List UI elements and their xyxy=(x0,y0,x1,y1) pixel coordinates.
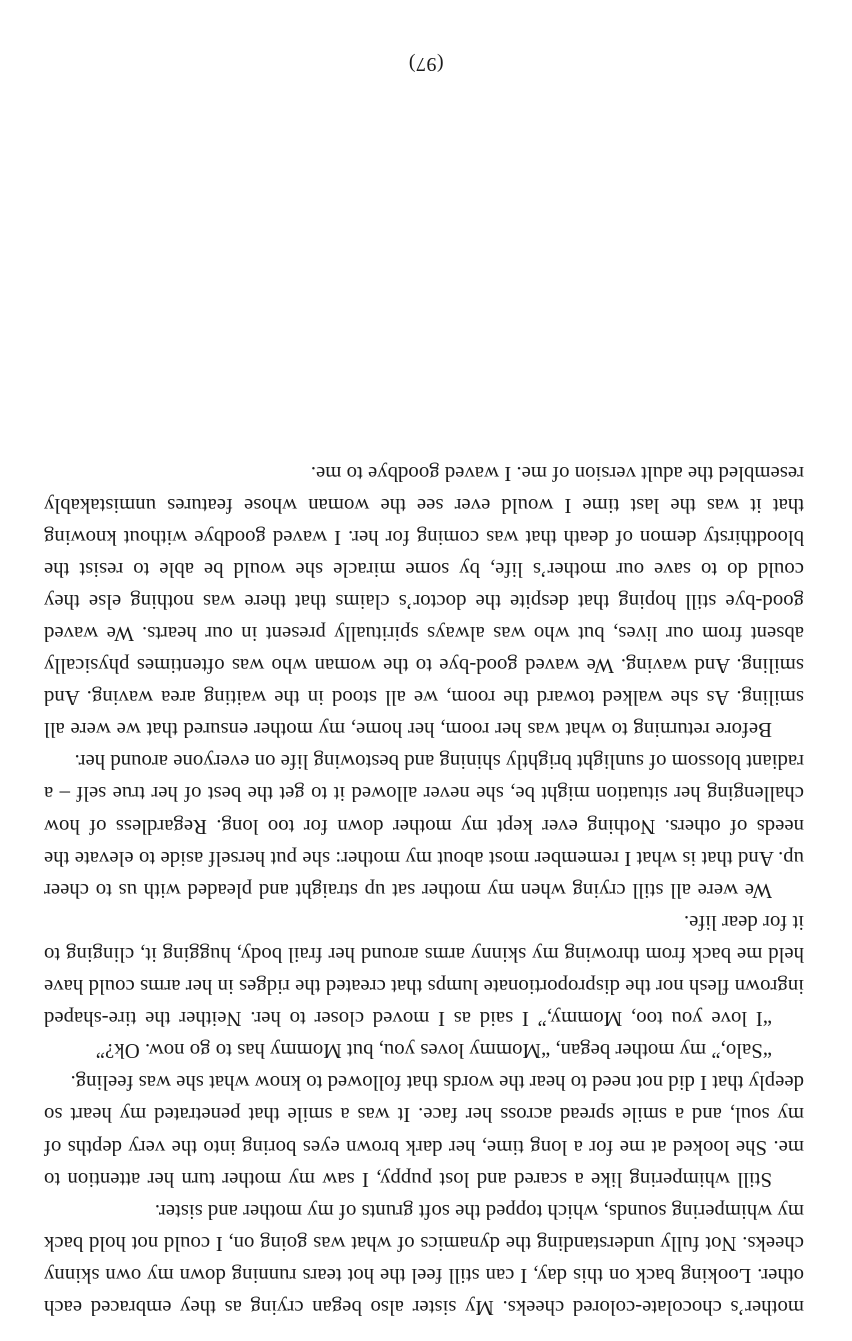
paragraph: Still whimpering like a scared and lost puppy, I saw my mother turn her attention to me. She looked at me for a long time, her dark brown eyes boring into the very depths of my soul, and a smile spread across her face. It was a smile that penetrated my heart so deeply that I did not need to hear the words that followed to know what she was feeling. xyxy=(44,1071,804,1191)
paragraph: We were all still crying when my mother sat up straight and pleaded with us to cheer up. And that is what I remember most about my mother: she put herself aside to elevate the needs of others. Nothing ever kept my mother down for too long. Regardless of how challenging her situation might be, she never allowed it to get the best of her true self – a radiant blossom of sunlight brightly shining and bestowing life on everyone around her. xyxy=(44,750,804,902)
body-text xyxy=(44,456,804,1323)
paragraph: Before returning to what was her room, her home, my mother ensured that we were all smiling. As she walked toward the room, we all stood in the waiting area waving. And smiling. And waving. We waved good-bye to the woman who was oftentimes physically absent from our lives, but who was always spiritually present in our hearts. We waved good-bye still hoping that despite the doctor’s claims that there was nothing else they could do to save our mother’s life, by some miracle she would be able to resist the bloodthirsty demon of death that was coming for her. I waved goodbye without knowing that it was the last time I would ever see the woman whose features unmistakably resembled the adult version of me. I waved goodbye to me. xyxy=(44,461,804,742)
paragraph: “I love you too, Mommy,” I said as I moved closer to her. Neither the tire-shaped ingrown flesh nor the disproportionate lumps that created the ridges in her arms could have held me back from throwing my skinny arms around her frail body, hugging it, clinging to it for dear life. xyxy=(44,910,804,1031)
paragraph: “Salo,” my mother began, “Mommy loves you, but Mommy has to go now. Ok?” xyxy=(95,1039,772,1063)
paragraph: mother’s chocolate-colored cheeks. My sister also began crying as they embraced each other. Looking back on this day, I can still feel the hot tears running down my own skinny cheeks. Not fully understanding the dynamics of what was going on, I could not hold back my whimpering sounds, which topped the soft grunts of my mother and sister. xyxy=(44,1199,804,1319)
page-number: (97) xyxy=(408,53,444,75)
